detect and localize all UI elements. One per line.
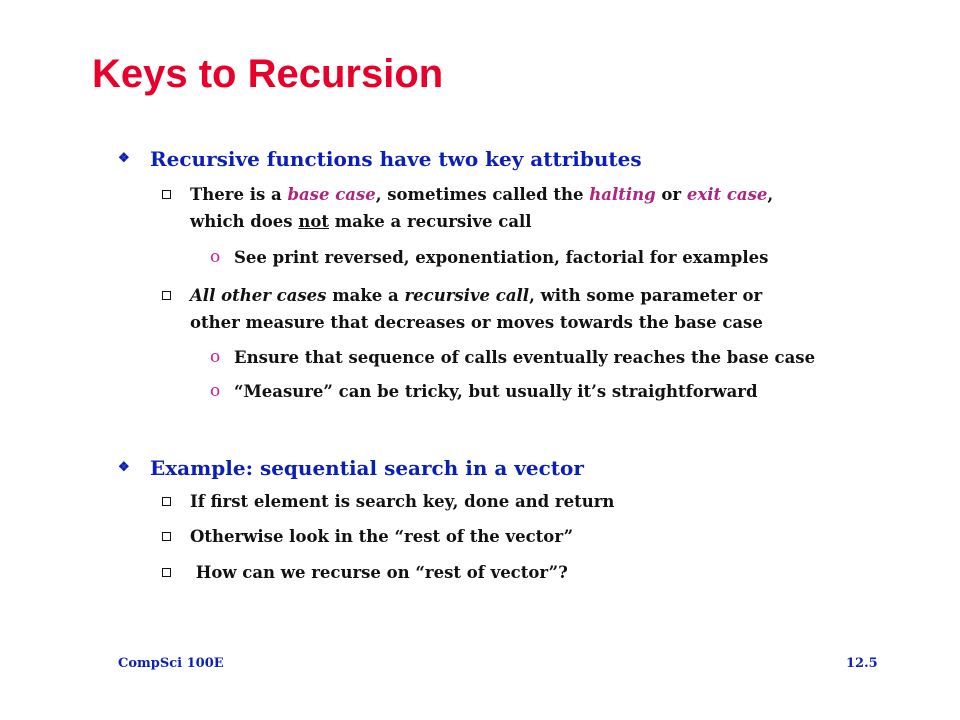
list-item-text: There is a base case, sometimes called the halting or exit case, which does not make a recursive call bbox=[190, 185, 774, 231]
footer-page-number: 12.5 bbox=[846, 656, 878, 671]
hollow-square-icon bbox=[162, 190, 171, 199]
diamond-flower-icon: ❖ bbox=[118, 460, 130, 475]
hollow-square-icon bbox=[162, 497, 171, 506]
list-item-text: All other cases make a recursive call, with some parameter or other measure that decreases or moves towards the base case bbox=[190, 286, 763, 332]
hollow-square-icon bbox=[162, 568, 171, 577]
diamond-flower-icon: ❖ bbox=[118, 151, 130, 166]
slide: Keys to Recursion ❖ Recursive functions have two key attributes There is a base case, sometimes called the halting or exit case, which does not make a recursive call o See print reversed, exponentiation, factorial for examples All other cases make a recursive call, with some parameter or other measure that decreases or moves towards the base case o Ensure that sequence of calls eventually reaches the base case o “Measure” can be tricky, but usually it’s straightforward ❖ Example: sequential search in a vector If first element is search key, done and return Otherwise look in the “rest of the vector” How can we recurse on “rest of vector”? CompSci 100E 12.5 bbox=[0, 0, 960, 720]
footer-course: CompSci 100E bbox=[118, 656, 224, 671]
circle-o-icon: o bbox=[210, 247, 221, 267]
hollow-square-icon bbox=[162, 532, 171, 541]
hollow-square-icon bbox=[162, 291, 171, 300]
circle-o-icon: o bbox=[210, 347, 221, 367]
slide-title: Keys to Recursion bbox=[92, 52, 444, 96]
circle-o-icon: o bbox=[210, 381, 221, 401]
